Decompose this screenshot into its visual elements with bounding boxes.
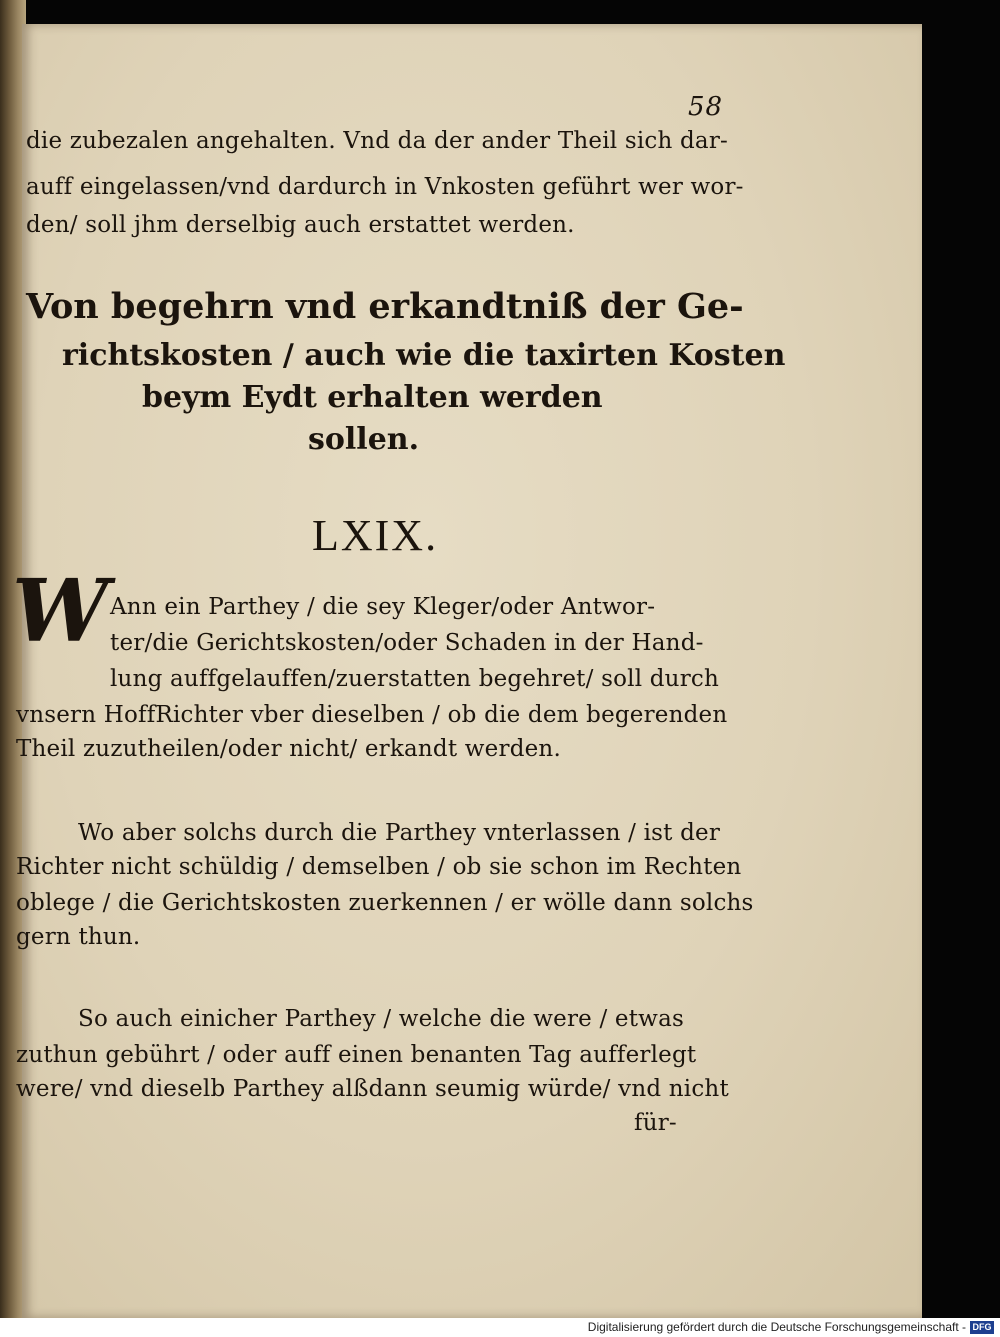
paragraph2-line-4: gern thun. [16,924,141,950]
paragraph2-line-1: Wo aber solchs durch die Parthey vnterlassen / ist der [78,820,721,846]
paragraph3-line-1: So auch einicher Parthey / welche die were / etwas [78,1006,684,1032]
paragraph1-line-5: Theil zuzutheilen/oder nicht/ erkandt werden. [16,736,561,762]
page-number: 58 [688,92,724,122]
paragraph3-line-4-catchword: für- [634,1110,677,1136]
section-heading-line-2: richtskosten / auch wie die taxirten Kosten [62,338,786,373]
top-line-2: auff eingelassen/vnd dardurch in Vnkosten geführt wer wor- [26,174,744,200]
decorated-initial: W [12,561,109,662]
top-line-3: den/ soll jhm derselbig auch erstattet werden. [26,212,575,238]
paragraph1-line-1: Ann ein Parthey / die sey Kleger/oder Antwor- [110,594,656,620]
paragraph3-line-3: were/ vnd dieselb Parthey alßdann seumig würde/ vnd nicht [16,1076,729,1102]
funding-notice: Digitalisierung gefördert durch die Deutsche Forschungsgemeinschaft - [587,1320,966,1334]
dfg-logo: DFG [970,1321,994,1334]
paragraph1-line-4: vnsern HoffRichter vber dieselben / ob die dem begerenden [16,702,728,728]
paragraph1-line-2: ter/die Gerichtskosten/oder Schaden in der Hand- [110,630,704,656]
paragraph1-line-3: lung auffgelauffen/zuerstatten begehret/ soll durch [110,666,719,692]
top-line-1: die zubezalen angehalten. Vnd da der ander Theil sich dar- [26,128,728,154]
section-heading-line-1: Von begehrn vnd erkandtniß der Ge- [26,286,744,327]
paragraph3-line-2: zuthun gebührt / oder auff einen benanten Tag aufferlegt [16,1042,697,1068]
paragraph2-line-3: oblege / die Gerichtskosten zuerkennen / er wölle dann solchs [16,890,754,916]
section-heading-line-3: beym Eydt erhalten werden [142,380,603,415]
chapter-number: LXIX. [312,511,439,560]
section-heading-line-4: sollen. [308,422,420,457]
digitization-footer [0,1318,1000,1337]
book-page [12,24,922,1318]
paragraph2-line-2: Richter nicht schüldig / demselben / ob sie schon im Rechten [16,854,742,880]
